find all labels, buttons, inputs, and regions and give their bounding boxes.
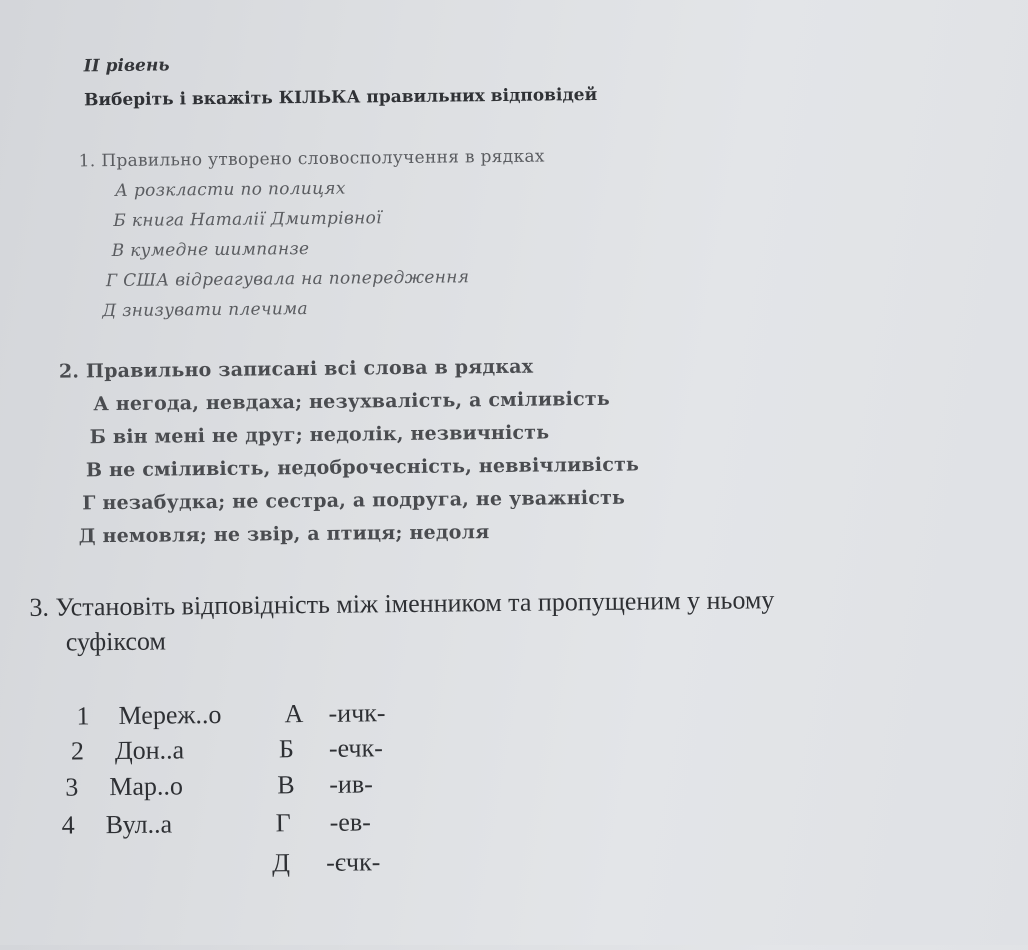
match-left-word: Мереж..о [118, 699, 222, 731]
question-2-option-c: В не сміливість, недоброчесність, неввічливість [85, 453, 640, 482]
question-1-stem: 1. Правильно утворено словосполучення в рядках [78, 146, 545, 172]
match-right-letter: В [277, 770, 295, 800]
match-right-suffix: -ив- [329, 769, 373, 799]
match-left-number: 4 [61, 810, 75, 840]
question-1-option-b: Б книга Наталії Дмитрівної [113, 208, 382, 232]
question-3-stem-continuation: суфіксом [65, 626, 167, 657]
match-left-word: Мар..о [109, 771, 184, 802]
match-left-number: 3 [65, 772, 79, 802]
question-2-option-a: А негода, невдаха; незухвалість, а сміливість [93, 387, 611, 416]
match-right-suffix: -ев- [329, 807, 371, 837]
question-1-option-a: А розкласти по полицях [114, 178, 346, 202]
instruction-text: Виберіть і вкажіть КІЛЬКА правильних відповідей [84, 84, 598, 111]
question-2-option-d: Г незабудка; не сестра, а подруга, не уважність [82, 486, 626, 515]
match-right-letter: А [284, 699, 304, 729]
match-right-letter: Д [271, 848, 291, 878]
question-3-stem: 3. Установіть відповідність між іменником та пропущеним у ньому [29, 585, 775, 622]
match-left-number: 2 [70, 736, 85, 766]
match-left-number: 1 [76, 701, 90, 731]
question-2-option-e: Д немовля; не звір, а птиця; недоля [78, 521, 490, 548]
question-2-stem: 2. Правильно записані всі слова в рядках [58, 355, 534, 383]
match-left-word: Вул..а [105, 809, 173, 840]
match-right-letter: Б [278, 734, 294, 764]
question-1-option-c: В кумедне шимпанзе [111, 238, 310, 262]
level-heading: II рівень [83, 55, 170, 77]
question-1-option-e: Д знизувати плечима [102, 299, 308, 322]
match-right-suffix: -ичк- [328, 698, 386, 728]
question-2-option-b: Б він мені не друг; недолік, незвичність [89, 421, 550, 449]
question-1-option-d: Г США відреагувала на попередження [105, 267, 470, 292]
match-right-suffix: -ечк- [328, 733, 383, 763]
match-right-suffix: -єчк- [325, 847, 381, 877]
match-right-letter: Г [275, 808, 291, 838]
match-left-word: Дон..а [114, 735, 185, 766]
